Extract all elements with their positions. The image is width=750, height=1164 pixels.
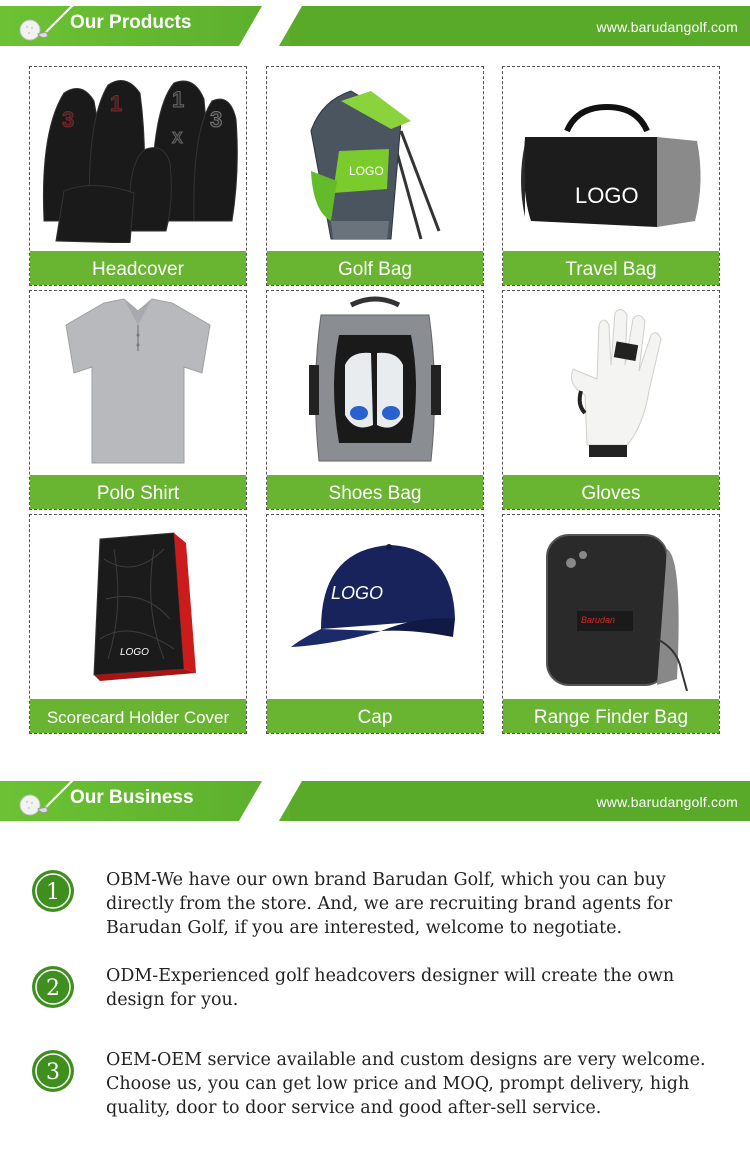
cap-logo-text: LOGO [331,583,384,603]
product-card-range-finder-bag[interactable] [502,514,720,734]
product-label: Scorecard Holder Cover [30,699,246,733]
scorecard-logo-text: LOGO [120,647,149,658]
product-card-shoes-bag[interactable] [266,290,484,510]
product-card-travel-bag[interactable] [502,66,720,286]
cap-image [271,519,479,691]
product-card-golf-bag[interactable] [266,66,484,286]
svg-text:3: 3 [210,107,223,132]
business-title: Our Business [70,787,194,808]
product-label: Headcover [30,251,246,285]
product-label: Range Finder Bag [503,699,719,733]
number-1-text: 1 [46,880,60,905]
shoes-bag-image [271,295,479,467]
svg-text:3: 3 [62,107,75,132]
number-2-text: 2 [46,976,60,1001]
range-finder-bag-image [507,519,715,691]
product-card-cap[interactable] [266,514,484,734]
number-3-badge [30,1048,76,1094]
product-label: Shoes Bag [267,475,483,509]
product-label: Travel Bag [503,251,719,285]
product-label: Cap [267,699,483,733]
svg-text:1: 1 [172,87,185,112]
number-2-badge [30,964,76,1010]
business-url[interactable]: www.barudangolf.com [596,794,738,810]
golf-bag-logo-text: LOGO [349,164,384,178]
number-1-badge [30,868,76,914]
svg-text:X: X [172,130,183,147]
products-title: Our Products [70,12,192,33]
travel-bag-image [507,71,715,243]
svg-text:1: 1 [110,91,123,116]
business-text: OEM-OEM service available and custom designs are very welcome. Choose us, you can get low price and MOQ, prompt delivery, high quality, door to door service and good after-sell service. [106,1050,706,1118]
business-banner [0,775,750,821]
polo-shirt-image [34,295,242,467]
product-card-polo-shirt[interactable] [29,290,247,510]
travel-bag-logo-text: LOGO [575,183,639,208]
number-3-text: 3 [46,1060,60,1085]
golf-bag-image [271,71,479,243]
business-text: ODM-Experienced golf headcovers designer will create the own design for you. [106,966,675,1010]
product-label: Polo Shirt [30,475,246,509]
business-text: OBM-We have our own brand Barudan Golf, which you can buy directly from the store. And, we are recruiting brand agents for Barudan Golf, if you are interested, welcome to negotiate. [106,870,673,938]
product-label: Golf Bag [267,251,483,285]
product-label: Gloves [503,475,719,509]
products-banner [0,0,750,46]
range-finder-brand-text: Barudan [581,615,616,625]
scorecard-holder-image [34,519,242,691]
product-card-scorecard-holder[interactable] [29,514,247,734]
glove-image [507,295,715,467]
product-card-headcover[interactable] [29,66,247,286]
products-url[interactable]: www.barudangolf.com [596,19,738,35]
product-card-gloves[interactable] [502,290,720,510]
headcover-image [34,71,242,243]
